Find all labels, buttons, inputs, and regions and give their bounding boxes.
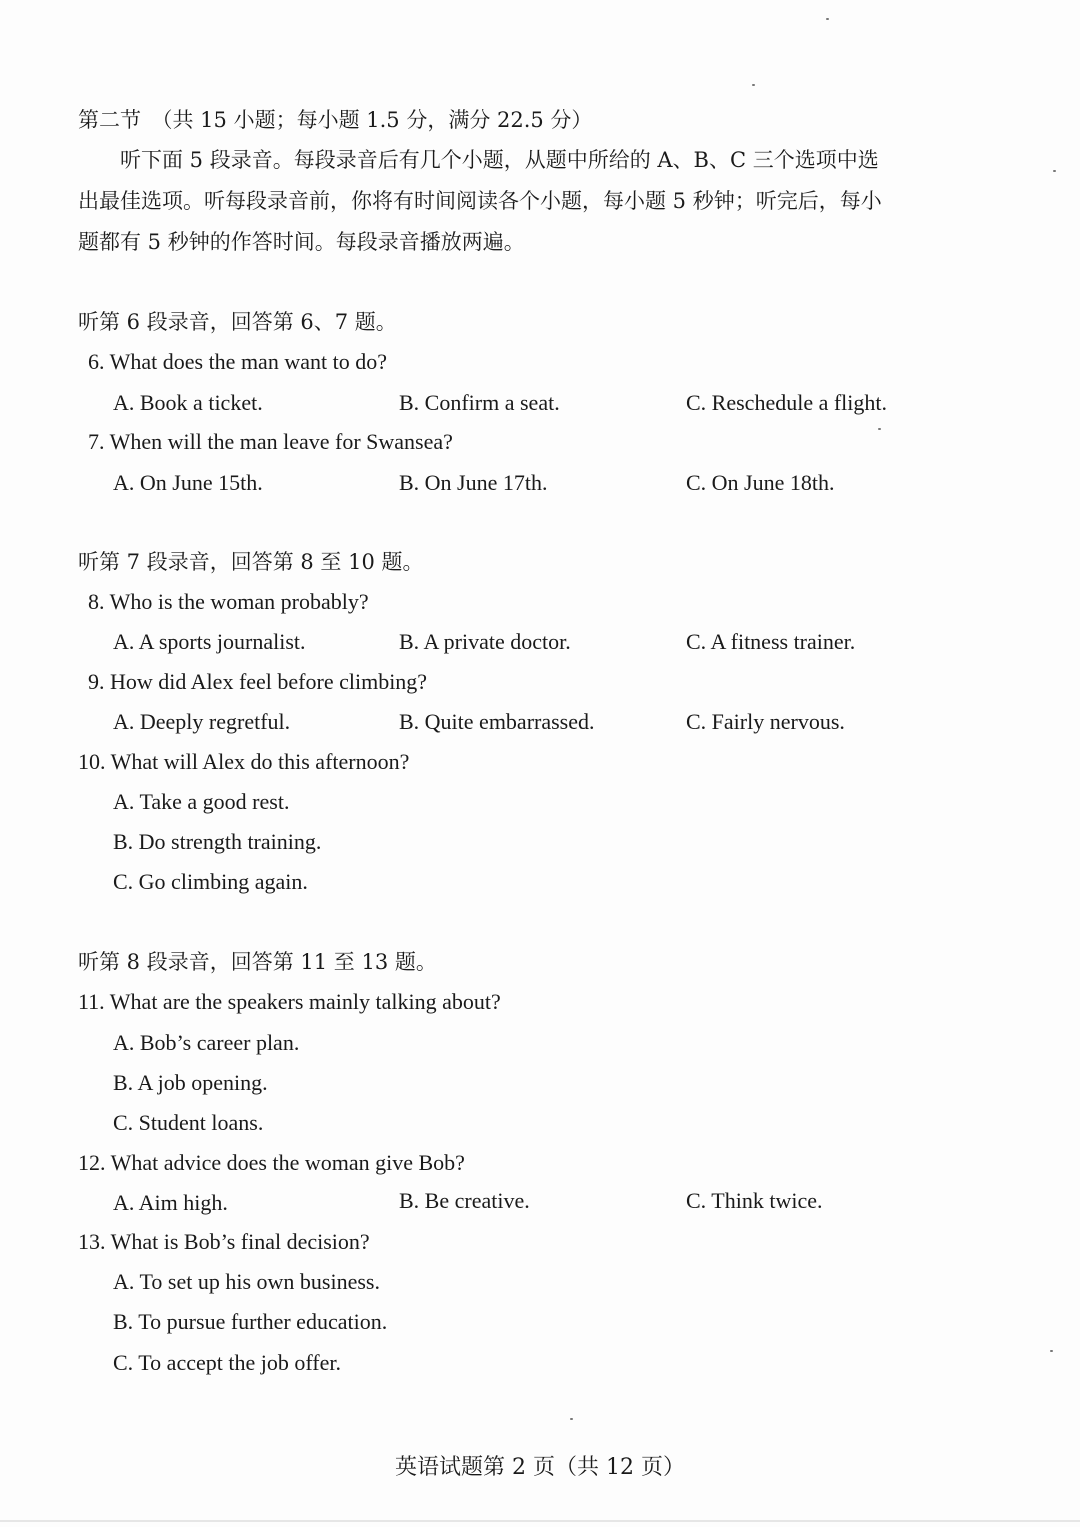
group-heading-1: 听第 6 段录音，回答第 6、7 题。 [78, 310, 397, 334]
question-7-option-a: A. On June 15th. [113, 470, 263, 495]
question-6-option-b: B. Confirm a seat. [399, 390, 560, 415]
question-9-option-a: A. Deeply regretful. [113, 709, 291, 734]
question-8: 8. Who is the woman probably? [88, 589, 369, 614]
question-12-option-a: A. Aim high. [113, 1190, 228, 1215]
instructions-line-1: 听下面 5 段录音。每段录音后有几个小题，从题中所给的 A、B、C 三个选项中选 [78, 148, 879, 172]
question-10-option-b: B. Do strength training. [113, 829, 322, 854]
question-9: 9. How did Alex feel before climbing? [88, 669, 428, 694]
scan-speck [752, 84, 755, 86]
question-6-option-a: A. Book a ticket. [113, 390, 263, 415]
page-footer: 英语试题第 2 页（共 12 页） [395, 1455, 685, 1480]
question-12-option-b: B. Be creative. [399, 1188, 530, 1213]
instructions-line-2: 出最佳选项。听每段录音前，你将有时间阅读各个小题，每小题 5 秒钟；听完后，每小 [78, 189, 882, 213]
question-8-option-a: A. A sports journalist. [113, 629, 306, 654]
question-12-option-c: C. Think twice. [686, 1188, 823, 1213]
question-7: 7. When will the man leave for Swansea? [88, 429, 453, 454]
group-heading-3: 听第 8 段录音，回答第 11 至 13 题。 [78, 950, 437, 974]
section-header: 第二节 （共 15 小题；每小题 1.5 分，满分 22.5 分） [78, 108, 593, 132]
question-11-option-a: A. Bob’s career plan. [113, 1030, 300, 1055]
scan-speck [878, 428, 881, 430]
scan-speck [570, 1418, 573, 1420]
question-10: 10. What will Alex do this afternoon? [78, 749, 410, 774]
question-8-option-b: B. A private doctor. [399, 629, 571, 654]
question-13: 13. What is Bob’s final decision? [78, 1229, 370, 1254]
scan-edge [0, 1520, 1080, 1522]
question-8-option-c: C. A fitness trainer. [686, 629, 856, 654]
question-11-option-b: B. A job opening. [113, 1070, 268, 1095]
question-9-option-c: C. Fairly nervous. [686, 709, 845, 734]
question-6: 6. What does the man want to do? [88, 349, 387, 374]
question-11-option-c: C. Student loans. [113, 1110, 264, 1135]
question-13-option-b: B. To pursue further education. [113, 1309, 388, 1334]
group-heading-2: 听第 7 段录音，回答第 8 至 10 题。 [78, 550, 424, 574]
question-13-option-c: C. To accept the job offer. [113, 1350, 341, 1375]
question-10-option-a: A. Take a good rest. [113, 789, 290, 814]
question-10-option-c: C. Go climbing again. [113, 869, 308, 894]
scan-speck [826, 18, 829, 20]
scan-speck [1053, 170, 1056, 172]
question-6-option-c: C. Reschedule a flight. [686, 390, 888, 415]
question-12: 12. What advice does the woman give Bob? [78, 1150, 465, 1175]
scan-speck [1050, 1350, 1053, 1352]
question-9-option-b: B. Quite embarrassed. [399, 709, 595, 734]
question-7-option-c: C. On June 18th. [686, 470, 835, 495]
question-11: 11. What are the speakers mainly talking about? [78, 989, 501, 1014]
question-7-option-b: B. On June 17th. [399, 470, 548, 495]
question-13-option-a: A. To set up his own business. [113, 1269, 380, 1294]
instructions-line-3: 题都有 5 秒钟的作答时间。每段录音播放两遍。 [78, 230, 525, 254]
